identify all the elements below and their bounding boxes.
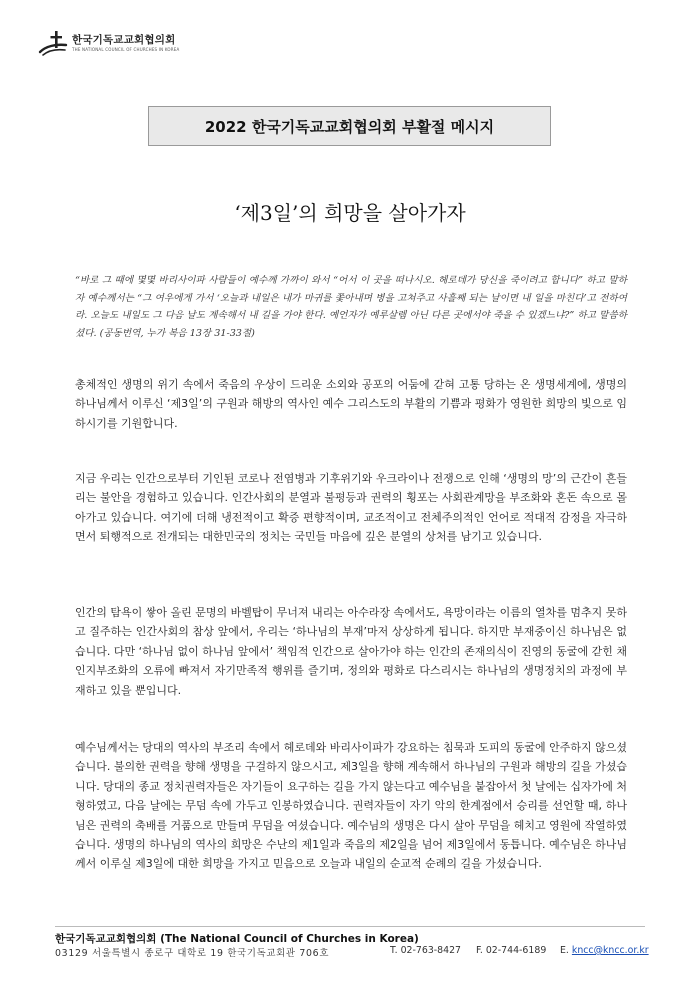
footer-fax: F. 02-744-6189 [476, 945, 547, 956]
footer-org-name: 한국기독교교회협의회 (The National Council of Churches in Korea) [55, 933, 419, 945]
ncck-logo-icon [38, 28, 68, 58]
org-subtitle: THE NATIONAL COUNCIL OF CHURCHES IN KOREA [72, 46, 180, 52]
footer-address: 03129 서울특별시 종로구 대학로 19 한국기독교회관 706호 [55, 948, 330, 959]
body-paragraph-4: 예수님께서는 당대의 역사의 부조리 속에서 헤로데와 바리사이파가 강요하는 침묵과 도피의 동굴에 안주하지 않으셨습니다. 불의한 권력을 향해 생명을 구걸하지 않으시고, 제3일을 향해 계속해서 하나님의 구원과 해방의 길을 가셨습니다. 당대의 종교 정치권력자들은 자기들이 요구하는 길을 가지 않는다고 예수님을 붙잡아서 첫 날에는 십자가에 처형하였고, 다음 날에는 무덤 속에 가두고 인봉하였습니다. 권력자들이 자기 악의 한계점에서 승리를 선언할 때, 하나님은 권력의 축배를 거품으로 만들며 무덤을 여셨습니다. 예수님의 생명은 다시 살아 무덤을 헤치고 영원에 작열하였습니다. 생명의 하나님의 역사의 희망은 수난의 제1일과 죽음의 제2일을 넘어 제3일에서 동틉니다. 예수님은 하나님께서 이루실 제3일에 대한 희망을 가지고 믿음으로 오늘과 내일의 순교적 순례의 길을 가셨습니다. [75, 741, 628, 871]
org-name: 한국기독교교회협의회 [72, 33, 176, 46]
scripture-quote: “바로 그 때에 몇몇 바리사이파 사람들이 예수께 가까이 와서 “어서 이 곳을 떠나시오. 헤로데가 당신을 죽이려고 합니다” 하고 말하자 예수께서는 “그 여우에게 가서 ‘오늘과 내일은 내가 마귀를 쫓아내며 병을 고쳐주고 사흘째 되는 날이면 내 일을 마친다’고 전하여라. 오늘도 내일도 그 다음 날도 계속해서 내 길을 가야 한다. 예언자가 예루살렘 아닌 다른 곳에서야 죽을 수 있겠느냐?” 하고 말씀하셨다. (공동번역, 누가 복음 13장 31-33절) [75, 275, 627, 339]
body-paragraph-3: 인간의 탐욕이 쌓아 올린 문명의 바벨탑이 무너져 내리는 아수라장 속에서도, 욕망이라는 이름의 열차를 멈추지 못하고 질주하는 인간사회의 참상 앞에서, 우리는 ‘하나님의 부재’마저 상상하게 됩니다. 하지만 부재중이신 하나님은 없습니다. 다만 ‘하나님 없이 하나님 앞에서’ 책임적 인간으로 살아가야 하는 인간의 존재의식이 진영의 동굴에 갇힌 채 인지부조화의 오류에 빠져서 자기만족적 행위를 즐기며, 정의와 평화로 다스리시는 하나님의 생명정치의 과정에 부재하고 있을 뿐입니다. [75, 606, 627, 697]
body-paragraph-2: 지금 우리는 인간으로부터 기인된 코로나 전염병과 기후위기와 우크라이나 전쟁으로 인해 ‘생명의 망’의 근간이 흔들리는 불안을 경험하고 있습니다. 인간사회의 분열과 불평등과 권력의 횡포는 사회관계망을 부조화와 혼돈 속으로 몰아가고 있습니다. 여기에 더해 냉전적이고 확증 편향적이며, 교조적이고 전체주의적인 언어로 적대적 감정을 자극하면서 퇴행적으로 전개되는 대한민국의 정치는 국민들 마음에 깊은 분열의 상처를 남기고 있습니다. [75, 472, 627, 544]
page-title: ‘제3일’의 희망을 살아가자 [234, 201, 466, 225]
footer-phone: T. 02-763-8427 [390, 945, 462, 956]
footer-email-link[interactable]: kncc@kncc.or.kr [571, 945, 649, 956]
footer-email [560, 945, 649, 956]
letterhead [38, 28, 179, 58]
body-paragraph-1: 총체적인 생명의 위기 속에서 죽음의 우상이 드리운 소외와 공포의 어둠에 갇혀 고통 당하는 온 생명세계에, 생명의 하나님께서 이루신 ‘제3일’의 구원과 해방의 역사인 예수 그리스도의 부활의 기쁨과 평화가 영원한 희망의 빛으로 임하시기를 기원합니다. [75, 378, 627, 430]
message-banner: 2022 한국기독교교회협의회 부활절 메시지 [148, 106, 551, 146]
footer-divider [55, 926, 645, 927]
footer-contact [55, 945, 655, 959]
footer-email-prefix: E. [560, 945, 569, 956]
